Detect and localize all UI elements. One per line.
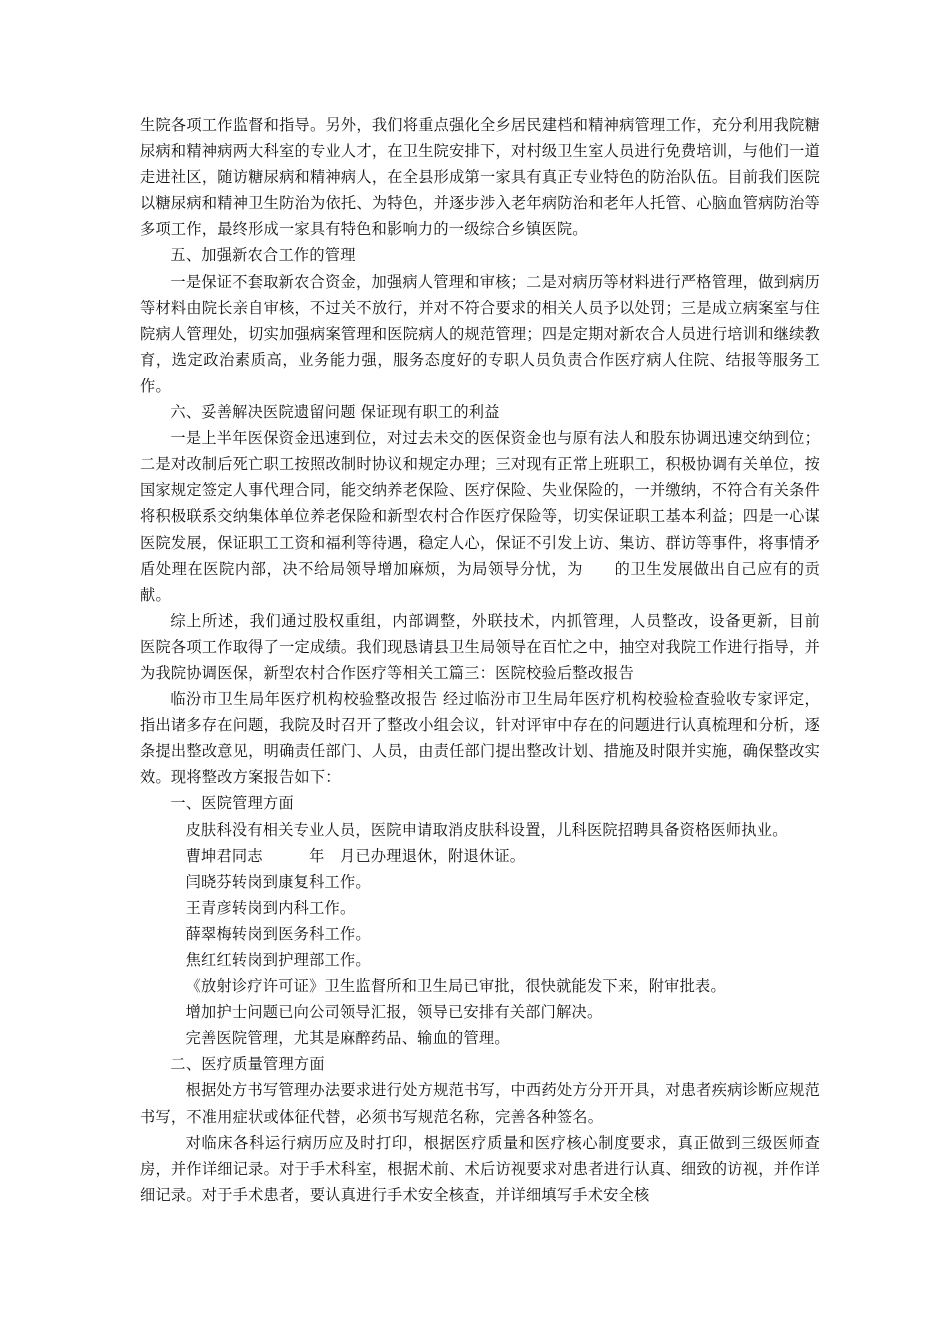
section-heading: 五、加强新农合工作的管理 [170, 246, 356, 265]
paragraph: 一是保证不套取新农合资金，加强病人管理和审核；二是对病历等材料进行严格管理，做到病历等材料由院长亲自审核，不过关不放行，并对不符合要求的相关人员予以处罚；三是成立病案室与住院病人管理处，切实加强病案管理和医院病人的规范管理；四是定期对新农合人员进行培训和继续教育，选定政治素质高，业务能力强，服务态度好的专职人员负责合作医疗病人住院、结报等服务工作。 [140, 272, 820, 395]
list-item: 焦红红转岗到护理部工作。 [185, 951, 371, 969]
paragraph: 根据处方书写管理办法要求进行处方规范书写，中西药处方分开开具，对患者疾病诊断应规范书写，不准用症状或体征代替，必须书写规范名称，完善各种签名。 [140, 1081, 820, 1126]
section-heading: 六、妥善解决医院遗留问题 保证现有职工的利益 [170, 403, 500, 422]
list-item: 闫晓芬转岗到康复科工作。 [185, 872, 371, 891]
paragraph: 对临床各科运行病历应及时打印，根据医疗质量和医疗核心制度要求，真正做到三级医师查房，并作详细记录。对于手术科室，根据术前、术后访视要求对患者进行认真、细致的访视，并作详细记录。对于手术患者，要认真进行手术安全核查，并详细填写手术安全核 [140, 1133, 820, 1204]
section-heading: 一、医院管理方面 [170, 794, 294, 813]
paragraph: 综上所述，我们通过股权重组，内部调整，外联技术，内抓管理，人员整改，设备更新，目前 医院各项工作取得了一定成绩。我们现恳请县卫生局领导在百忙之中，抽空对我院工作进行指导，并为我院协调医保，新型农村合作医疗等相关工篇三：医院校验后整改报告 [140, 611, 851, 682]
paragraph: 一是上半年医保资金迅速到位，对过去未交的医保资金也与原有法人和股东协调迅速交纳到位；二是对改制后死亡职工按照改制时协议和规定办理；三对现有正常上班职工，积极协调有关单位，按国家规定签定人事代理合同，能交纳养老保险、医疗保险、失业保险的，一并缴纳，不符合有关条件将积极联系交纳集体单位养老保险和新型农村合作医疗保险等，切实保证职工基本利益；四是一心谋医院发展，保证职工工资和福利等待遇，稳定人心，保证不引发上访、集访、群访等事件，将事情矛盾处理在医院内部，决不给局领导增加麻烦，为局领导分忧，为 的卫生发展做出自己应有的贡献。 [140, 429, 820, 604]
paragraph: 临汾市卫生局年医疗机构校验整改报告 经过临汾市卫生局年医疗机构校验检查验收专家评定，指出诸多存在问题，我院及时召开了整改小组会议，针对评审中存在的问题进行认真梳理和分析，逐条提出整改意见，明确责任部门、人员，由责任部门提出整改计划、措施及时限并实施，确保整改实效。现将整改方案报告如下： [140, 690, 820, 787]
paragraph: 生院各项工作监督和指导。另外，我们将重点强化全乡居民建档和精神病管理工作，充分利用我院糖尿病和精神病两大科室的专业人才，在卫生院安排下，对村级卫生室人员进行免费培训，与他们一道走进社区，随访糖尿病和精神病人，在全县形成第一家具有真正专业特色的防治队伍。目前我们医院以糖尿病和精神卫生防治为依托、为特色，并逐步涉入老年病防治和老年人托管、心脑血管病防治等多项工作，最终形成一家具有特色和影响力的一级综合乡镇医院。 [140, 116, 820, 239]
document-page [140, 112, 851, 1208]
list-item: 曹坤君同志 年 月已办理退休，附退休证。 [185, 846, 526, 865]
list-item: 增加护士问题已向公司领导汇报，领导已安排有关部门解决。 [185, 1003, 603, 1022]
list-item: 《放射诊疗许可证》卫生监督所和卫生局已审批，很快就能发下来，附审批表。 [185, 977, 726, 996]
paragraph: 皮肤科没有相关专业人员，医院申请取消皮肤科设置，儿科医院招聘具备资格医师执业。 [185, 820, 788, 839]
list-item: 薛翠梅转岗到医务科工作。 [185, 924, 371, 943]
list-item: 王青彦转岗到内科工作。 [185, 898, 356, 917]
list-item: 完善医院管理，尤其是麻醉药品、输血的管理。 [185, 1029, 510, 1048]
section-heading: 二、医疗质量管理方面 [170, 1055, 325, 1074]
